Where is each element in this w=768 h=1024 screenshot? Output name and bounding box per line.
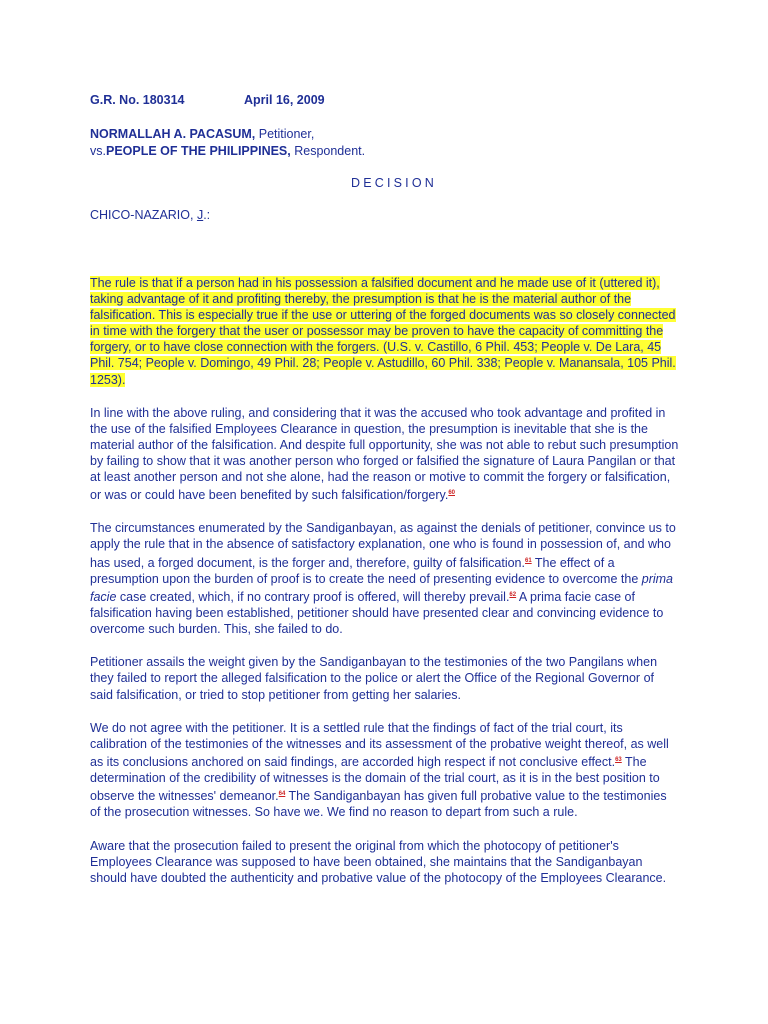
ponente-suffix: .: bbox=[203, 208, 211, 222]
petitioner-line bbox=[90, 126, 365, 143]
ponente-name: CHICO-NAZARIO, bbox=[90, 208, 197, 222]
paragraph-text: In line with the above ruling, and considering that it was the accused who took advantage and profited in the use of the falsified Employees Clearance in question, the presumption is inevitable that she is the material author of the falsification. And despite full opportunity, she was not able to rebut such presumption by failing to show that it was another person who forged or falsified the signature of Laura Pangilan or that at least another person and not she alone, had the reason or motive to commit the forgery or falsification, or was or could have been benefited by such falsification/forgery. bbox=[90, 405, 679, 503]
respondent-role: Respondent. bbox=[290, 144, 366, 158]
italic-term: prima facie bbox=[90, 571, 674, 605]
petitioner-role: Petitioner, bbox=[255, 127, 315, 141]
footnote-link[interactable]: 61 bbox=[524, 557, 532, 564]
paragraph-3 bbox=[90, 520, 680, 637]
justice-abbrev: J bbox=[196, 208, 204, 222]
parties-block bbox=[90, 126, 365, 160]
paragraph-text: A prima facie case of falsification having been established, petitioner should have presented clear and convincing evidence to overcome such burden. This, she failed to do. bbox=[90, 590, 664, 637]
paragraph-2 bbox=[90, 405, 680, 504]
respondent-name: PEOPLE OF THE PHILIPPINES, bbox=[105, 144, 291, 158]
case-header bbox=[90, 93, 325, 107]
footnote-link[interactable]: 64 bbox=[278, 791, 286, 798]
paragraph-6 bbox=[90, 838, 680, 886]
paragraph-text: The determination of the credibility of witnesses is the domain of the trial court, as it is in the best position to observe the witnesses' demeanor. bbox=[90, 754, 660, 804]
paragraph-text: case created, which, if no contrary proof is offered, will thereby prevail. bbox=[116, 590, 510, 605]
paragraph-text: The Sandiganbayan has given full probative value to the testimonies of the prosecution witnesses. So have we. We find no reason to depart from such a rule. bbox=[90, 789, 667, 820]
paragraph-text: The effect of a presumption upon the burden of proof is to create the need of presenting evidence to overcome the bbox=[90, 555, 642, 586]
paragraph-text: Aware that the prosecution failed to present the original from which the photocopy of petitioner's Employees Clearance was supposed to have been obtained, she maintains that the Sandiganbayan should have doubted the authenticity and probative value of the photocopy of the Employees Clearance. bbox=[90, 838, 667, 885]
paragraph-4 bbox=[90, 654, 680, 702]
paragraph-text: The circumstances enumerated by the Sandiganbayan, as against the denials of petitioner, convince us to apply the rule that in the absence of satisfactory explanation, one who is found in possession of, and who has used, a forged document, is the forger and, therefore, guilty of falsification. bbox=[90, 521, 676, 570]
versus-label: vs. bbox=[90, 144, 106, 158]
respondent-line bbox=[90, 143, 365, 160]
decision-date: April 16, 2009 bbox=[244, 93, 325, 107]
paragraph-5 bbox=[90, 720, 680, 821]
footnote-link[interactable]: 60 bbox=[448, 490, 455, 497]
footnote-link[interactable]: 63 bbox=[615, 756, 622, 763]
highlighted-text: The rule is that if a person had in his possession a falsified document and he made use of it (uttered it), taking advantage of it and profiting thereby, the presumption is that he is the material author of the falsification. This is especially true if the use or uttering of the forged documents was so closely connected in time with the forgery that the user or possessor may be proven to have the capacity of committing the forgery, or to have close connection with the forgers. (U.S. v. Castillo, 6 Phil. 453; People v. De Lara, 45 Phil. 754; People v. Domingo, 49 Phil. 28; People v. Astudillo, 60 Phil. 338; People v. Manansala, 105 Phil. 1253). bbox=[90, 276, 676, 387]
petitioner-name: NORMALLAH A. PACASUM, bbox=[90, 127, 256, 141]
paragraph-highlighted-quote bbox=[90, 275, 680, 388]
paragraph-text: Petitioner assails the weight given by the Sandiganbayan to the testimonies of the two Pangilans when they failed to report the alleged falsification to the police or alert the Office of the Regional Governor of said falsification, or tried to stop petitioner from getting her salaries. bbox=[90, 655, 658, 702]
gr-number: G.R. No. 180314 bbox=[90, 93, 185, 107]
decision-title: DECISION bbox=[350, 176, 438, 190]
footnote-link[interactable]: 62 bbox=[509, 591, 517, 598]
decision-body bbox=[90, 275, 680, 903]
paragraph-text: We do not agree with the petitioner. It is a settled rule that the findings of fact of the trial court, its calibration of the testimonies of the witnesses and its assessment of the probative weight thereof, as well as its conclusions anchored on said findings, are accorded high respect if not conclusive effect. bbox=[90, 720, 669, 769]
ponente-line bbox=[90, 208, 210, 222]
